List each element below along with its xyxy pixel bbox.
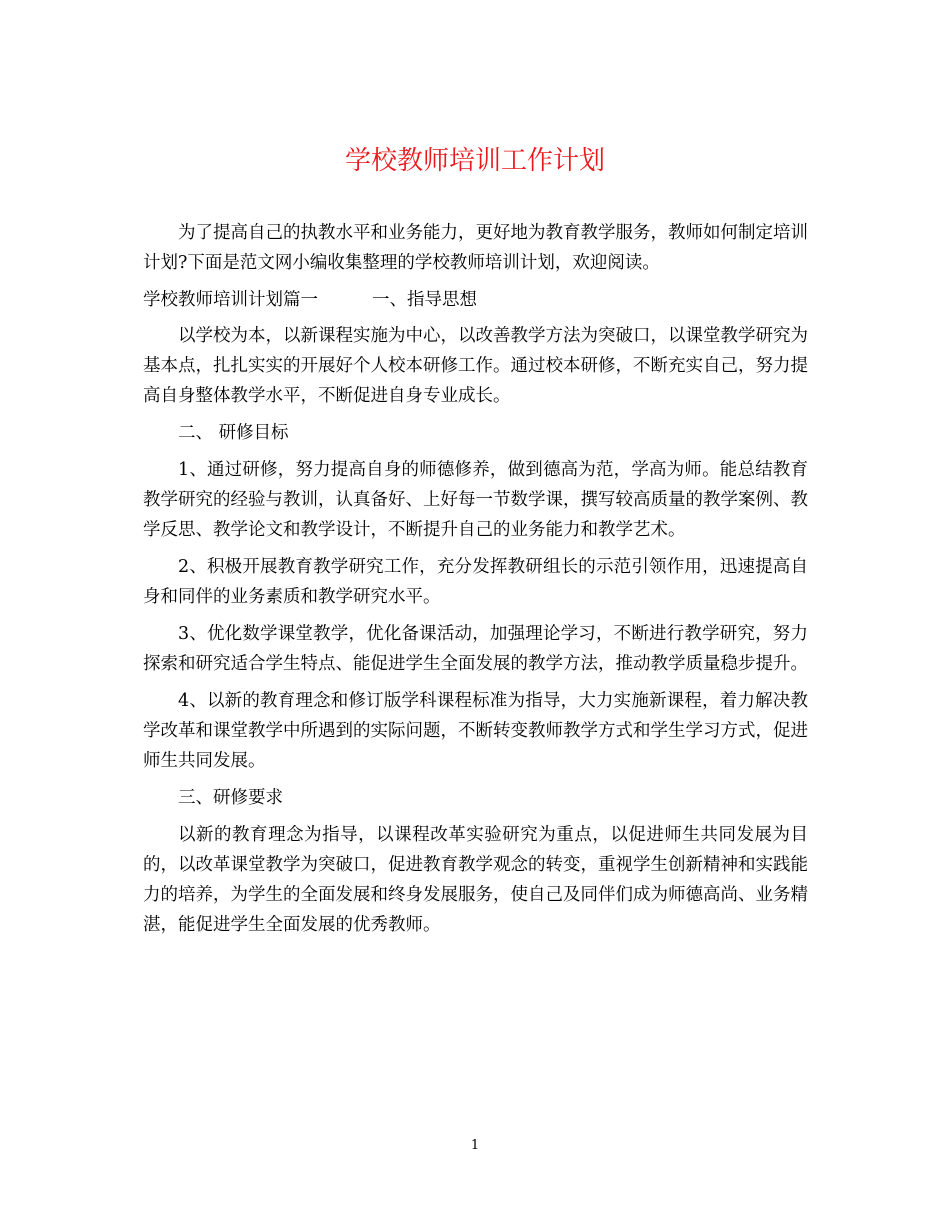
section-three-heading: 三、研修要求	[178, 788, 283, 808]
intro-paragraph: 为了提高自己的执教水平和业务能力，更好地为教育教学服务，教师如何制定培训计划?下面是范文网小编收集整理的学校教师培训计划，欢迎阅读。	[143, 223, 808, 273]
goal-1-paragraph: 1、通过研修，努力提高自身的师德修养，做到德高为范，学高为师。能总结教育教学研究的经验与教训，认真备好、上好每一节数学课，撰写较高质量的教学案例、教学反思、教学论文和教学设计，不断提升自己的业务能力和教学艺术。	[143, 460, 808, 540]
plan-heading-line	[143, 285, 808, 315]
section-two-heading: 二、 研修目标	[178, 423, 289, 443]
document-title: 学校教师培训工作计划	[344, 146, 605, 176]
page-number: 1	[470, 1138, 480, 1153]
goal-2-paragraph: 2、积极开展教育教学研究工作，充分发挥教研组长的示范引领作用，迅速提高自身和同伴的业务素质和教学研究水平。	[143, 557, 808, 607]
document-body	[143, 218, 808, 947]
guiding-thought-paragraph: 以学校为本，以新课程实施为中心，以改善教学方法为突破口，以课堂教学研究为基本点，扎扎实实的开展好个人校本研修工作。通过校本研修，不断充实自己，努力提高自身整体教学水平，不断促进自身专业成长。	[143, 326, 808, 406]
goal-3-paragraph: 3、优化数学课堂教学，优化备课活动，加强理论学习，不断进行教学研究，努力探索和研究适合学生特点、能促进学生全面发展的教学方法，推动教学质量稳步提升。	[143, 624, 808, 674]
requirements-paragraph: 以新的教育理念为指导，以课程改革实验研究为重点，以促进师生共同发展为目的，以改革课堂教学为突破口，促进教育教学观念的转变，重视学生创新精神和实践能力的培养，为学生的全面发展和终身发展服务，使自己及同伴们成为师德高尚、业务精湛，能促进学生全面发展的优秀教师。	[143, 825, 808, 935]
section-one-heading: 一、指导思想	[372, 290, 477, 310]
goal-4-paragraph: 4、以新的教育理念和修订版学科课程标准为指导，大力实施新课程，着力解决教学改革和课堂教学中所遇到的实际问题，不断转变教师教学方式和学生学习方式，促进师生共同发展。	[143, 691, 808, 771]
plan-heading: 学校教师培训计划篇一	[143, 290, 318, 310]
